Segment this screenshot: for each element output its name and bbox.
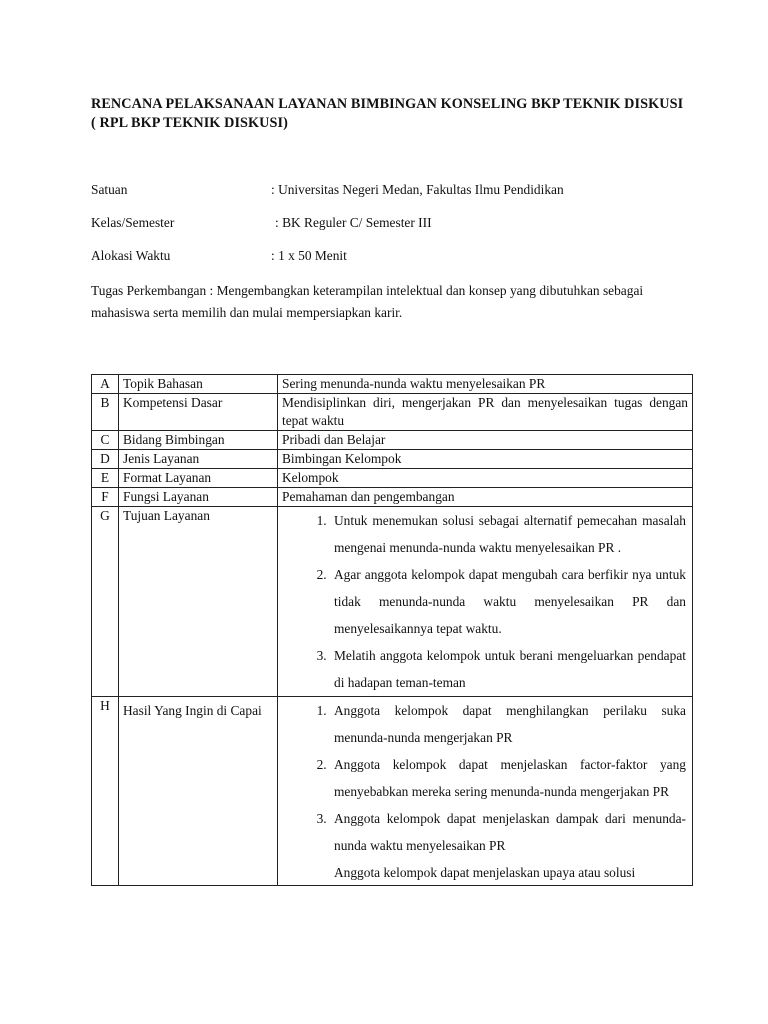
list-item: 3. Anggota kelompok dapat menjelaskan dampak dari menunda-nunda waktu menyelesaikan PR xyxy=(330,805,686,859)
tugas-perkembangan: Tugas Perkembangan : Mengembangkan keterampilan intelektual dan konsep yang dibutuhkan sebagai mahasiswa serta memilih dan mulai mempersiapkan karir. xyxy=(91,283,644,320)
row-label: Tujuan Layanan xyxy=(119,507,278,697)
table-row xyxy=(92,488,693,507)
row-label: Kompetensi Dasar xyxy=(119,394,278,431)
list-item: 2. Agar anggota kelompok dapat mengubah cara berfikir nya untuk tidak menunda-nunda waktu menyelesaikan PR dan menyelesaikannya tepat waktu. xyxy=(330,561,686,642)
kelas-label: Kelas/Semester xyxy=(91,215,175,230)
row-letter: F xyxy=(92,488,119,507)
row-label: Fungsi Layanan xyxy=(119,488,278,507)
kelas-value: : BK Reguler C/ Semester III xyxy=(275,215,432,230)
table-row xyxy=(92,394,693,431)
table-row xyxy=(92,431,693,450)
list-item: 4. Anggota kelompok dapat menjelaskan upaya atau solusi xyxy=(330,859,686,885)
list-item: 3. Melatih anggota kelompok untuk berani mengeluarkan pendapat di hadapan teman-teman xyxy=(330,642,686,696)
list-item: 1. Untuk menemukan solusi sebagai alternatif pemecahan masalah mengenai menunda-nunda waktu menyelesaikan PR . xyxy=(330,507,686,561)
alokasi-label: Alokasi Waktu xyxy=(91,248,171,263)
rpl-table xyxy=(91,374,693,886)
document-title: RENCANA PELAKSANAAN LAYANAN BIMBINGAN KONSELING BKP TEKNIK DISKUSI ( RPL BKP TEKNIK DISKUSI) xyxy=(91,96,684,131)
row-value: Sering menunda-nunda waktu menyelesaikan PR xyxy=(278,375,693,394)
row-letter: B xyxy=(92,394,119,431)
list-item: 1. Anggota kelompok dapat menghilangkan perilaku suka menunda-nunda mengerjakan PR xyxy=(330,697,686,751)
satuan-label: Satuan xyxy=(91,182,128,197)
satuan-value: : Universitas Negeri Medan, Fakultas Ilmu Pendidikan xyxy=(271,182,564,197)
row-letter: H xyxy=(92,697,119,886)
row-letter: C xyxy=(92,431,119,450)
row-label: Jenis Layanan xyxy=(119,450,278,469)
row-letter: E xyxy=(92,469,119,488)
row-value-list xyxy=(278,697,693,886)
table-row xyxy=(92,450,693,469)
hasil-list xyxy=(282,697,688,885)
table-row xyxy=(92,469,693,488)
row-letter: D xyxy=(92,450,119,469)
row-value: Kelompok xyxy=(278,469,693,488)
row-value: Bimbingan Kelompok xyxy=(278,450,693,469)
row-label: Bidang Bimbingan xyxy=(119,431,278,450)
list-item: 2. Anggota kelompok dapat menjelaskan factor-faktor yang menyebabkan mereka sering menunda-nunda mengerjakan PR xyxy=(330,751,686,805)
row-label: Topik Bahasan xyxy=(119,375,278,394)
alokasi-value: : 1 x 50 Menit xyxy=(271,248,347,263)
row-value: Pemahaman dan pengembangan xyxy=(278,488,693,507)
row-letter: G xyxy=(92,507,119,697)
row-letter: A xyxy=(92,375,119,394)
row-value: Mendisiplinkan diri, mengerjakan PR dan menyelesaikan tugas dengan tepat waktu xyxy=(278,394,693,431)
table-row xyxy=(92,507,693,697)
table-row xyxy=(92,375,693,394)
row-value: Pribadi dan Belajar xyxy=(278,431,693,450)
row-label: Hasil Yang Ingin di Capai xyxy=(119,697,278,886)
table-row xyxy=(92,697,693,886)
row-value-list xyxy=(278,507,693,697)
row-label: Format Layanan xyxy=(119,469,278,488)
tujuan-list xyxy=(282,507,688,696)
